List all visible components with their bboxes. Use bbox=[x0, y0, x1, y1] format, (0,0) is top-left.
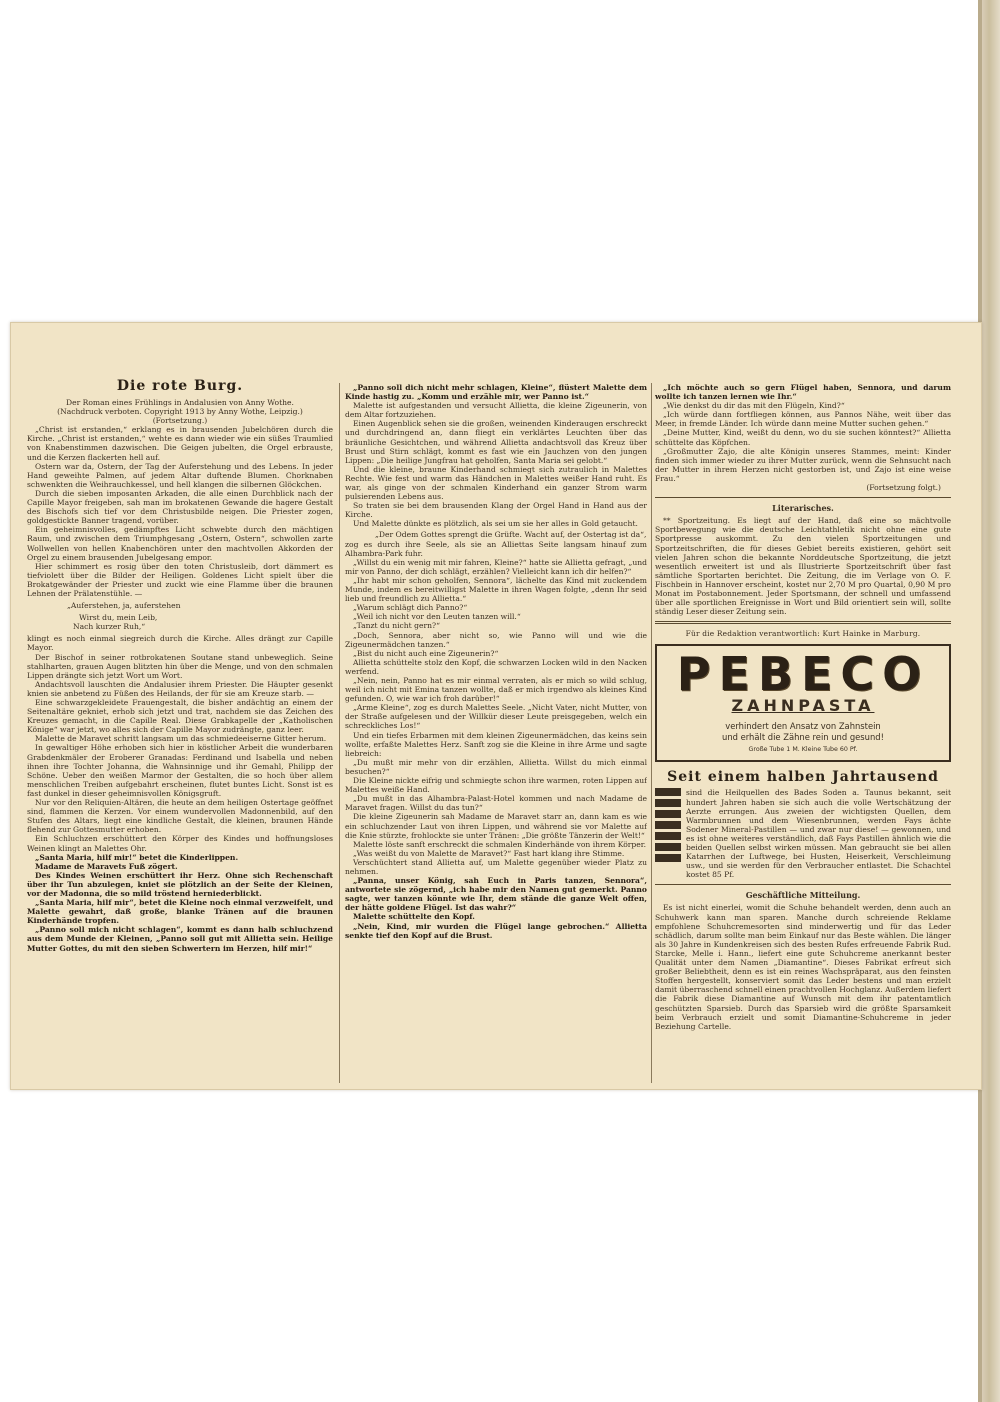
story-copyright: (Nachdruck verboten. Copyright 1913 by Anny Wothe, Leipzig.) bbox=[57, 407, 303, 417]
paragraph: Malette de Maravet schritt langsam um das schmiedeeiserne Gitter herum. bbox=[35, 734, 327, 744]
paragraph: „Arme Kleine“, zog es durch Malettes Seele. „Nicht Vater, nicht Mutter, von der Straße aufgelesen und der Willkür dieser Leute preisgegeben, welch ein schreckliches Los!“ bbox=[345, 703, 647, 731]
column-rule bbox=[339, 383, 340, 1083]
paragraph: Verschüchtert stand Allietta auf, um Malette gegenüber wieder Platz zu nehmen. bbox=[345, 857, 647, 876]
paragraph: Einen Augenblick sehen sie die großen, weinenden Kinderaugen erschreckt und durchdringend an, dann fliegt ein verklärtes Leuchten über das bräunliche Gesichtchen, und während Allietta andachtsvoll das Kreuz über Brust und Stirn schlägt, kommt es fast wie ein Jauchzen von den jungen Lippen: „Die heilige Jungfrau hat geholfen, Santa Maria sei gelobt.“ bbox=[345, 419, 647, 465]
ad-claim-2: und erhält die Zähne rein und gesund! bbox=[722, 732, 884, 743]
paragraph: Malette löste sanft erschreckt die schmalen Kinderhände von ihrem Körper. bbox=[353, 839, 646, 849]
story-title: Die rote Burg. bbox=[116, 378, 244, 394]
verse-line: „Der Odem Gottes sprengt die Grüfte. Wacht auf, der Ostertag ist da“, bbox=[375, 529, 647, 539]
ad-brand: PEBECO bbox=[676, 647, 930, 702]
paragraph: Durch die sieben imposanten Arkaden, die alle einen Durchblick nach der Capille Mayor freigeben, sah man im brokatenen Gewande die hagere Gestalt des Bischofs sich tief vor dem Christusbilde neigen. Die Priester zogen, goldgestickte Banner tragend, vorüber. bbox=[27, 488, 333, 526]
paragraph: Allietta schüttelte stolz den Kopf, die schwarzen Locken wild in den Nacken werfend. bbox=[345, 657, 647, 676]
paragraph: „Christ ist erstanden,“ erklang es in brausenden Jubelchören durch die Kirche. „Christ ist erstanden,“ wehte es dann wieder wie ein süßes Traumlied von Knabenstimmen dazwischen. Die Geigen jubelten, die Orgel erbrauste, und die Kerzen flackerten hell auf. bbox=[27, 425, 333, 462]
newspaper-clipping bbox=[10, 322, 982, 1090]
paragraph: „Du mußt in das Alhambra-Palast-Hotel kommen und nach Madame de Maravet fragen. Willst du das tun?“ bbox=[345, 794, 647, 813]
paragraph: Ostern war da, Ostern, der Tag der Auferstehung und des Lebens. In jeder Hand geweihte Palmen, auf jedem Altar duftende Blumen. Chorknaben schwenkten die Weihrauchkessel, und hell klangen die silbernen Glöckchen. bbox=[27, 461, 333, 489]
paragraph: „Panna, unser König, sah Euch in Paris tanzen, Sennora“, antwortete sie zögernd, „ich habe mir den Namen gut gemerkt. Panno sagte, wer tanzen könnte wie Ihr, dem stände die ganze Welt offen, der hätte goldene Flügel. Ist das wahr?“ bbox=[345, 876, 647, 913]
paragraph: Ein geheimnisvolles, gedämpftes Licht schwebte durch den mächtigen Raum, und zwischen dem Triumphgesang „Ostern, Ostern“, schwollen zarte Wollwellen von hellen Knabenchören unter den machtvollen Akkorden der Orgel zu einem brausenden Jubelgesang empor. bbox=[27, 525, 333, 562]
paragraph: Malette ist aufgestanden und versucht Allietta, die kleine Zigeunerin, von dem Altar fortzuziehen. bbox=[345, 401, 647, 420]
story-continued-end: (Fortsetzung folgt.) bbox=[866, 483, 941, 493]
verse-line: „Auferstehen, ja, auferstehen bbox=[67, 601, 181, 611]
paragraph: Des Kindes Weinen erschüttert ihr Herz. Ohne sich Rechenschaft über ihr Tun abzulegen, kniet sie plötzlich an der Seite der Kleinen, vor der Madonna, die so mild tröstend herniederblickt. bbox=[27, 870, 333, 898]
verse-line: Nach kurzer Ruh,“ bbox=[73, 622, 146, 632]
paragraph: „Tanzt du nicht gern?“ bbox=[353, 621, 440, 631]
ad-product: ZAHNPASTA bbox=[731, 696, 875, 716]
paragraph: „Weil ich nicht vor den Leuten tanzen will.“ bbox=[353, 612, 521, 622]
pastille-box-icon bbox=[655, 788, 681, 862]
soden-ad-text: sind die Heilquellen des Bades Soden a. Taunus bekannt, seit hundert Jahren haben sie sich auch die volle Wertschätzung der Aerzte errungen. Aus zweien der wichtigsten Quellen, dem Warmbrunnen und dem Wiesenbrunnen, werden Fays ächte Sodener Mineral-Pastillen — und zwar nur diese! — gewonnen, und es ist ohne weiteres verständlich, daß Fays Pastillen ähnlich wie die beiden Quellen selbst wirken müssen. Man gebraucht sie bei allen Katarrhen der Luftwege, bei Husten, Heiserkeit, Verschleimung usw., und sie werden für den Verbraucher entlastet. Die Schachtel kostet 85 Pf. bbox=[686, 788, 951, 880]
paragraph: „Du mußt mir mehr von dir erzählen, Allietta. Willst du mich einmal besuchen?“ bbox=[345, 757, 647, 776]
editor-line: Für die Redaktion verantwortlich: Kurt Hainke in Marburg. bbox=[685, 629, 921, 639]
paragraph: Hier schimmert es rosig über den toten Christusleib, dort dämmert es tiefviolett über die Bilder der Heiligen. Goldenes Licht spielt über die Brokatgewänder der Priester und zuckt wie eine Flamme über die braunen Lehnen der Prälatenstühle. — bbox=[27, 561, 333, 598]
story-column-3 bbox=[655, 383, 951, 1083]
paragraph: „Bist du nicht auch eine Zigeunerin?“ bbox=[353, 648, 499, 658]
paragraph: Der Bischof in seiner rotbrokatenen Soutane stand unbeweglich. Seine stahlharten, grauen Augen blitzten hin über die Menge, und von den schmalen Lippen drängte sich jetzt Wort um Wort. bbox=[27, 652, 333, 680]
paragraph: Ein Schluchzen erschüttert den Körper des Kindes und hoffnungsloses Weinen klingt an Malettes Ohr. bbox=[27, 834, 333, 853]
paragraph: „Santa Maria, hilf mir“, betet die Kleine noch einmal verzweifelt, und Malette gewahrt, daß große, blanke Tränen auf die braunen Kinderhände tropfen. bbox=[27, 898, 333, 926]
paragraph: Und Malette dünkte es plötzlich, als sei um sie her alles in Gold getaucht. bbox=[353, 519, 638, 529]
paragraph: Malette schüttelte den Kopf. bbox=[353, 912, 475, 922]
paragraph: So traten sie bei dem brausenden Klang der Orgel Hand in Hand aus der Kirche. bbox=[345, 501, 647, 520]
divider bbox=[655, 497, 951, 498]
divider bbox=[655, 621, 951, 624]
paragraph: „Willst du ein wenig mit mir fahren, Kleine?“ hatte sie Allietta gefragt, „und mir von Panno, der dich schlägt, erzählen? Vielleicht kann ich dir helfen?“ bbox=[345, 557, 647, 576]
divider bbox=[655, 884, 951, 885]
adjacent-page-strip bbox=[982, 0, 1000, 1402]
story-column-1 bbox=[27, 377, 333, 1077]
literary-text: ** Sportzeitung. Es liegt auf der Hand, daß eine so mächtvolle Sportbewegung wie die deutsche Leichtathletik nicht ohne eine gute Sportpresse auskommt. Zu den vielen Sportzeitungen und Sportzeitschriften, die für dieses Gebiet bereits existieren, gehört seit vielen Jahren schon die bekannte Norddeutsche Sportzeitung, die jetzt wesentlich erweitert ist und als Illustrierte Sportzeitschrift über fast sämtliche Sportarten berichtet. Die Zeitung, die im Verlage von O. F. Fischbein in Hannover erscheint, kostet nur 2,70 M pro Quartal, 0,90 M pro Monat im Postabonnement. Jeder Sportsmann, der schnell und umfassend über alle sportlichen Ereignisse in Wort und Bild orientiert sein will, sollte ständig Leser dieser Zeitung sein. bbox=[655, 516, 951, 617]
paragraph: „Nein, Kind, mir wurden die Flügel lange gebrochen.“ Allietta senkte tief den Kopf auf die Brust. bbox=[345, 921, 647, 940]
story-continued: (Fortsetzung.) bbox=[152, 416, 208, 426]
paragraph: „Ihr habt mir schon geholfen, Sennora“, lächelte das Kind mit zuckendem Munde, indem es bereitwilligst Malette in ihren Wagen folgte, „denn Ihr seid lieb und freundlich zu Allietta.“ bbox=[345, 575, 647, 604]
column-rule bbox=[651, 383, 652, 1083]
paragraph: „Nein, nein, Panno hat es mir einmal verraten, als er mich so wild schlug, weil ich nicht mit Emina tanzen wollte, daß er mich irgendwo als kleines Kind gefunden. O, wie war ich froh darüber!“ bbox=[345, 676, 647, 704]
soden-ad-title: Seit einem halben Jahrtausend bbox=[667, 769, 939, 786]
paragraph: „Was weißt du von Malette de Maravet?“ Fast hart klang ihre Stimme. bbox=[353, 848, 625, 858]
paragraph: In gewaltiger Höhe erhoben sich hier in köstlicher Arbeit die wunderbaren Grabdenkmäler der Eroberer Granadas: Ferdinand und Isabella und neben ihnen ihre Tochter Johanna, die Wahnsinnige und ihr Gemahl, Philipp der Schöne. Ueber den weißen Marmor der Gestalten, die so hoch über allem menschlichen Treiben aufgebahrt erscheinen, flutet buntes Licht. Sonst ist es fast dunkel in dieser geheimnisvollen Königsgruft. bbox=[27, 743, 333, 798]
literary-title: Literarisches. bbox=[772, 503, 834, 514]
ad-prices: Große Tube 1 M. Kleine Tube 60 Pf. bbox=[748, 746, 858, 754]
paragraph: „Warum schlägt dich Panno?“ bbox=[353, 603, 468, 613]
paragraph: klingt es noch einmal siegreich durch die Kirche. Alles drängt zur Capille Mayor. bbox=[27, 634, 333, 653]
paragraph: Andachtsvoll lauschten die Andalusier ihrem Priester. Die Häupter gesenkt knien sie anbetend zu Füßen des Heilands, der für sie am Kreuze starb. — bbox=[27, 679, 333, 698]
verse-line: Wirst du, mein Leib, bbox=[79, 613, 158, 623]
ad-claim-1: verhindert den Ansatz von Zahnstein bbox=[725, 721, 881, 732]
paragraph: „Santa Maria, hilf mir!“ betet die Kinderlippen. bbox=[35, 852, 239, 862]
paragraph: Und ein tiefes Erbarmen mit dem kleinen Zigeunermädchen, das keins sein wollte, erfaßte Malettes Herz. Sanft zog sie die Kleine in ihre Arme und sagte liebreich: bbox=[345, 730, 647, 758]
paragraph: „Wie denkst du dir das mit den Flügeln, Kind?“ bbox=[663, 401, 845, 411]
paragraph: Und die kleine, braune Kinderhand schmiegt sich zutraulich in Malettes Rechte. Wie fest und warm das Händchen in Malettes weißer Hand ruht. Es war, als ginge von der schmalen Kinderhand ein ganzer Strom warm pulsierenden Lebens aus. bbox=[345, 464, 647, 502]
paragraph: „Deine Mutter, Kind, weißt du denn, wo du sie suchen könntest?“ Allietta schüttelte das Köpfchen. bbox=[655, 428, 951, 447]
business-title: Geschäftliche Mitteilung. bbox=[745, 890, 861, 901]
story-subtitle: Der Roman eines Frühlings in Andalusien von Anny Wothe. bbox=[66, 398, 294, 407]
soden-ad bbox=[655, 788, 951, 879]
business-text: Es ist nicht einerlei, womit die Schuhe behandelt werden, denn auch an Schuhwerk kann man sparen. Manche durch schreiende Reklame empfohlene Schuhcremesorten sind minderwertig und für das Leder schädlich, darum sollte man beim Einkauf nur das Beste wählen. Die länger als 30 Jahre in Kundenkreisen sich des besten Rufes erfreuende Fabrik Rud. Starcke, Melle i. Hann., liefert eine gute Schuhcreme anerkannt bester Qualität unter dem Namen „Diamantine“. Dieses Fabrikat erfreut sich großer Beliebtheit, denn es ist ein reines Wachspräparat, aus den feinsten Stoffen hergestellt, konserviert somit das Leder bestens und man erzielt damit überraschend schnell einen prachtvollen Hochglanz. Außerdem liefert die Fabrik diese Diamantine auf Wunsch mit dem ihr patentamtlich geschützten Sparsieb. Durch das Sparsieb wird die größte Sparsamkeit beim Verbrauch erzielt und somit Diamantine-Schuhcreme in jeder Beziehung Cartelle. bbox=[655, 903, 951, 1031]
paragraph: Die Kleine nickte eifrig und schmiegte schon ihre warmen, roten Lippen auf Malettes weiße Hand. bbox=[345, 776, 647, 795]
paragraph: Nur vor den Reliquien-Altären, die heute an dem heiligen Ostertage geöffnet sind, flammen die Kerzen. Vor einem wundervollen Madonnenbild, auf den Stufen des Altars, liegt eine kindliche Gestalt, die kleinen, braunen Hände flehend zur Gottesmutter erhoben. bbox=[27, 798, 333, 835]
paragraph: „Großmutter Zajo, die alte Königin unseres Stammes, meint: Kinder finden sich immer wieder zu ihrer Mutter zurück, wenn die Sehnsucht nach der Mutter in ihrem Herzen nicht gestorben ist, und Zajo ist eine weise Frau.“ bbox=[655, 446, 951, 483]
paragraph: „Ich möchte auch so gern Flügel haben, Sennora, und darum wollte ich tanzen lernen wie Ihr.“ bbox=[655, 383, 951, 402]
paragraph: Eine schwarzgekleidete Frauengestalt, die bisher andächtig an einem der Seitenaltäre gekniet, erhob sich jetzt und trat, nachdem sie das Zeichen des Kreuzes gemacht, in die Capille Real. Diese Grabkapelle der „Katholischen Könige“ war jetzt, wo alles sich der Capille Mayor zudrängte, ganz leer. bbox=[27, 698, 333, 735]
paragraph: „Panno soll dich nicht mehr schlagen, Kleine“, flüstert Malette dem Kinde hastig zu. „Komm und erzähle mir, wer Panno ist.“ bbox=[345, 383, 647, 402]
paragraph: „Ich würde dann fortfliegen können, aus Pannos Nähe, weit über das Meer, in fremde Länder. Ich würde dann meine Mutter suchen gehen.“ bbox=[655, 410, 951, 429]
paragraph: zog es durch ihre Seele, als sie an Alliettas Seite langsam hinauf zum Alhambra-Park fuhr. bbox=[345, 539, 647, 558]
pebeco-ad bbox=[655, 644, 951, 762]
paragraph: Die kleine Zigeunerin sah Madame de Maravet starr an, dann kam es wie ein schluchzender Laut von ihren Lippen, und während sie vor Malette auf die Knie stürzte, frohlockte sie unter Tränen: „Die größte Tänzerin der Welt!“ bbox=[345, 812, 647, 840]
paragraph: Madame de Maravets Fuß zögert. bbox=[35, 861, 178, 871]
paragraph: „Doch, Sennora, aber nicht so, wie Panno will und wie die Zigeunermädchen tanzen.“ bbox=[345, 630, 647, 649]
paragraph: „Panno soll mich nicht schlagen“, kommt es dann halb schluchzend aus dem Munde der Kleinen, „Panno soll gut mit Allietta sein. Heilige Mutter Gottes, du mit den sieben Schwertern im Herzen, hilf mir!“ bbox=[27, 925, 333, 953]
story-column-2 bbox=[345, 383, 647, 1083]
